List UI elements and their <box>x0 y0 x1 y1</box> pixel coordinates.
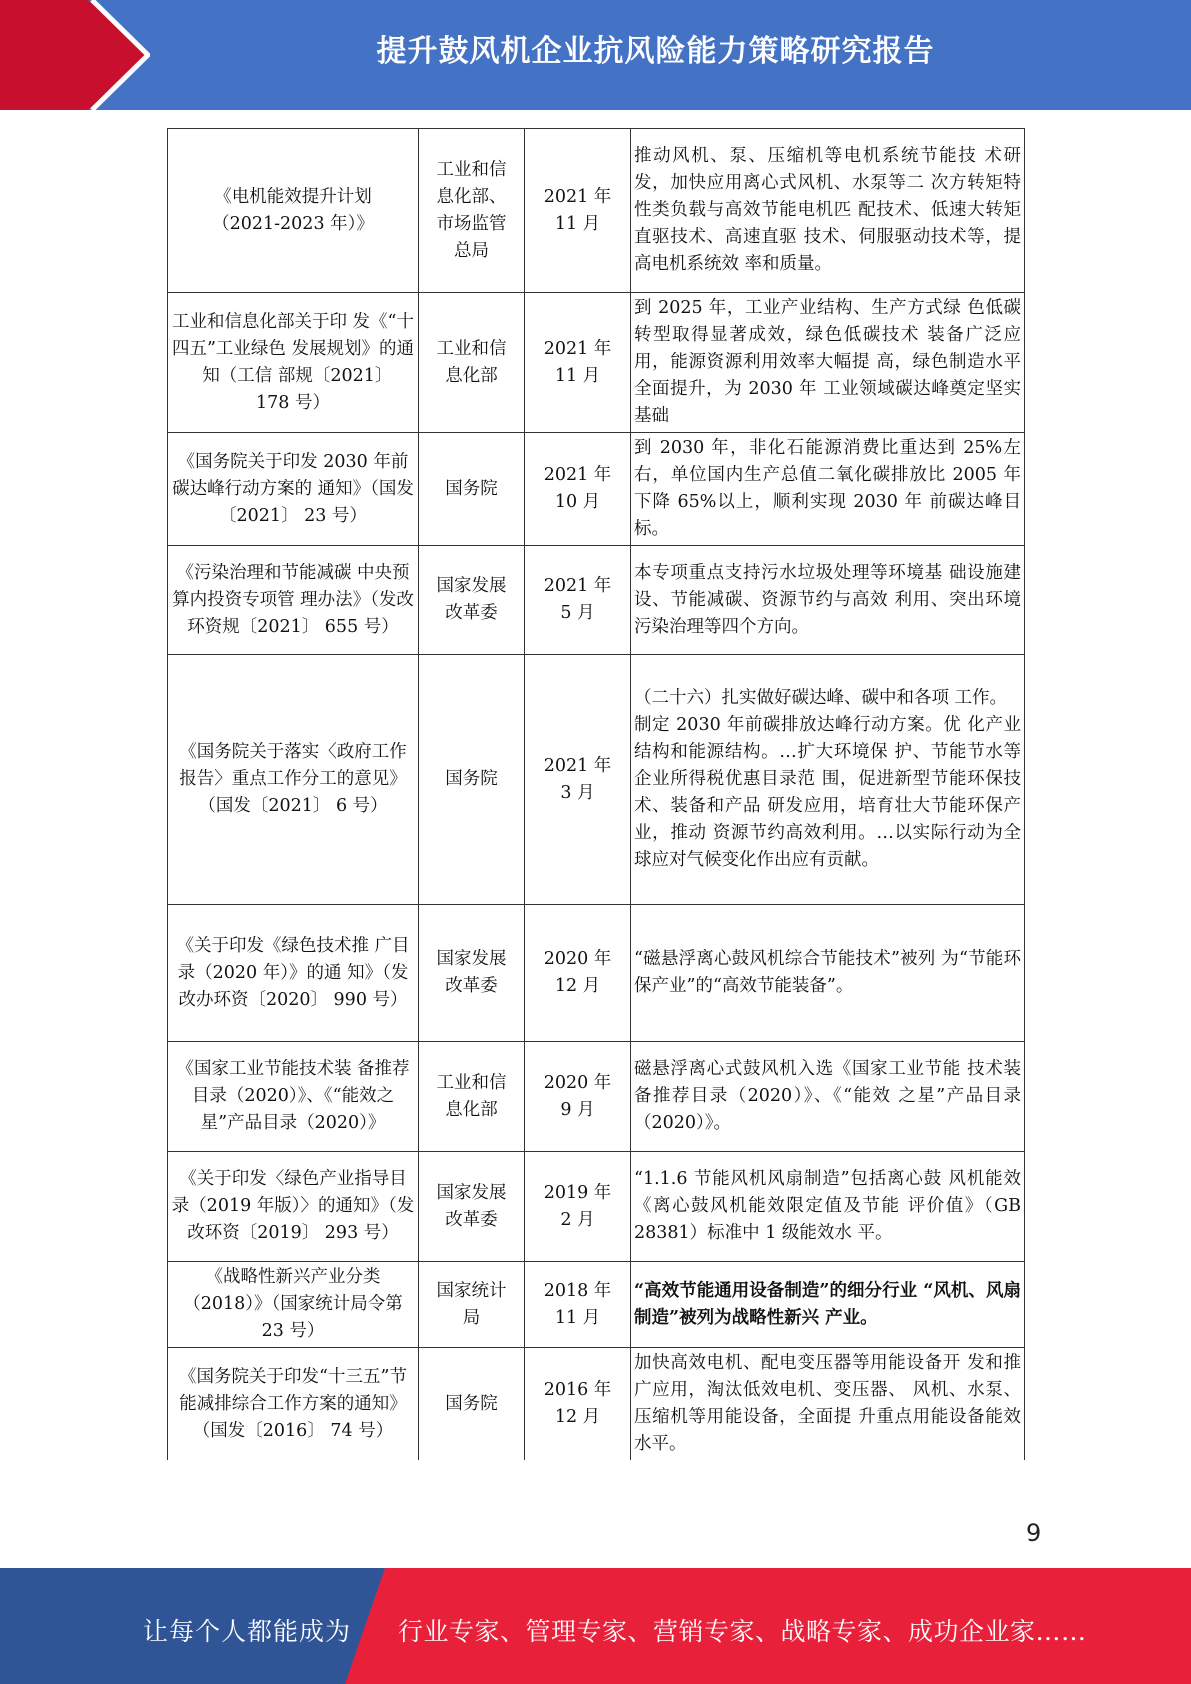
table-row <box>168 1262 1025 1348</box>
page-footer <box>0 1568 1191 1684</box>
issue-date: 2021 年 3 月 <box>525 655 631 905</box>
policy-name: 《国务院关于印发 2030 年前碳达峰行动方案的 通知》（国发〔2021〕 23 号） <box>168 433 419 546</box>
table-row <box>168 129 1025 293</box>
policy-name: 《电机能效提升计划 （2021-2023 年）》 <box>168 129 419 293</box>
policy-content: 推动风机、泵、压缩机等电机系统节能技 术研发，加快应用离心式风机、水泵等二 次方转矩特性类负载与高效节能电机匹 配技术、低速大转矩直驱技术、高速直驱 技术、伺服驱动技术等，提高电机系统效 率和质量。 <box>631 129 1025 293</box>
policy-name: 《关于印发《绿色技术推 广目录（2020 年）》的通 知》（发改办环资〔2020〕 990 号） <box>168 905 419 1042</box>
issue-date: 2021 年 5 月 <box>525 546 631 655</box>
issue-date: 2021 年 11 月 <box>525 129 631 293</box>
issuing-authority: 国务院 <box>419 433 525 546</box>
policy-content: 磁悬浮离心式鼓风机入选《国家工业节能 技术装备推荐目录（2020）》、《“能效 之星”产品目录（2020）》。 <box>631 1042 1025 1152</box>
policy-table <box>167 128 1025 1460</box>
issuing-authority: 国家统计 局 <box>419 1262 525 1348</box>
issue-date: 2021 年 10 月 <box>525 433 631 546</box>
policy-content: “磁悬浮离心鼓风机综合节能技术”被列 为“节能环保产业”的“高效节能装备”。 <box>631 905 1025 1042</box>
policy-content: “1.1.6 节能风机风扇制造”包括离心鼓 风机能效《离心鼓风机能效限定值及节能 评价值》（GB 28381）标准中 1 级能效水 平。 <box>631 1152 1025 1262</box>
issuing-authority: 国家发展 改革委 <box>419 1152 525 1262</box>
table-row <box>168 1152 1025 1262</box>
policy-name: 《国务院关于落实〈政府工作报告〉重点工作分工的意见》（国发〔2021〕 6 号） <box>168 655 419 905</box>
page-number: 9 <box>1026 1519 1042 1547</box>
issuing-authority: 国务院 <box>419 655 525 905</box>
header-arrow-decoration <box>0 0 150 110</box>
table-row <box>168 905 1025 1042</box>
policy-content: 到 2025 年，工业产业结构、生产方式绿 色低碳转型取得显著成效，绿色低碳技术 装备广泛应用，能源资源利用效率大幅提 高，绿色制造水平全面提升，为 2030 年 工业领域碳达峰奠定坚实基础 <box>631 293 1025 433</box>
issuing-authority: 工业和信 息化部、 市场监管 总局 <box>419 129 525 293</box>
table-row <box>168 655 1025 905</box>
policy-name: 工业和信息化部关于印 发《“十四五”工业绿色 发展规划》的通知（工信 部规〔2021〕 178 号） <box>168 293 419 433</box>
policy-content: （二十六）扎实做好碳达峰、碳中和各项 工作。 制定 2030 年前碳排放达峰行动方案。优 化产业结构和能源结构。…扩大环境保 护、节能节水等企业所得税优惠目录范 围，促进新型节能环保技术、装备和产品 研发应用，培育壮大节能环保产业，推动 资源节约高效利用。…以实际行动为全球应对气候变化作出应有贡献。 <box>631 655 1025 905</box>
footer-slogan-left: 让每个人都能成为 <box>143 1617 352 1646</box>
policy-content: 加快高效电机、配电变压器等用能设备开 发和推广应用，淘汰低效电机、变压器、 风机、水泵、压缩机等用能设备，全面提 升重点用能设备能效水平。 <box>631 1348 1025 1461</box>
issue-date: 2018 年 11 月 <box>525 1262 631 1348</box>
policy-name: 《关于印发〈绿色产业指导目录（2019 年版）〉的通知》（发改环资〔2019〕 293 号） <box>168 1152 419 1262</box>
issuing-authority: 工业和信 息化部 <box>419 1042 525 1152</box>
policy-name: 《污染治理和节能减碳 中央预算内投资专项管 理办法》（发改环资规〔2021〕 655 号） <box>168 546 419 655</box>
report-title: 提升鼓风机企业抗风险能力策略研究报告 <box>376 34 935 69</box>
issuing-authority: 工业和信 息化部 <box>419 293 525 433</box>
policy-content: 本专项重点支持污水垃圾处理等环境基 础设施建设、节能减碳、资源节约与高效 利用、突出环境污染治理等四个方向。 <box>631 546 1025 655</box>
table-row <box>168 433 1025 546</box>
issue-date: 2016 年 12 月 <box>525 1348 631 1461</box>
page-header <box>0 0 1191 110</box>
table-row <box>168 293 1025 433</box>
table-row <box>168 1348 1025 1461</box>
issuing-authority: 国家发展 改革委 <box>419 905 525 1042</box>
table-row <box>168 546 1025 655</box>
policy-content: “高效节能通用设备制造”的细分行业 “风机、风扇制造”被列为战略性新兴 产业。 <box>631 1262 1025 1348</box>
table-row <box>168 1042 1025 1152</box>
footer-slogan-right: 行业专家、管理专家、营销专家、战略专家、成功企业家…… <box>398 1617 1087 1646</box>
issue-date: 2019 年 2 月 <box>525 1152 631 1262</box>
issue-date: 2020 年 9 月 <box>525 1042 631 1152</box>
issuing-authority: 国家发展 改革委 <box>419 546 525 655</box>
policy-name: 《国务院关于印发“十三五”节能减排综合工作方案的通知》（国发〔2016〕 74 号） <box>168 1348 419 1461</box>
policy-content: 到 2030 年，非化石能源消费比重达到 25%左右，单位国内生产总值二氧化碳排放比 2005 年下降 65%以上，顺利实现 2030 年 前碳达峰目标。 <box>631 433 1025 546</box>
issue-date: 2020 年 12 月 <box>525 905 631 1042</box>
policy-name: 《国家工业节能技术装 备推荐目录（2020）》、《“能效之星”产品目录（2020）》 <box>168 1042 419 1152</box>
issue-date: 2021 年 11 月 <box>525 293 631 433</box>
issuing-authority: 国务院 <box>419 1348 525 1461</box>
policy-name: 《战略性新兴产业分类（2018）》（国家统计局令第 23 号） <box>168 1262 419 1348</box>
